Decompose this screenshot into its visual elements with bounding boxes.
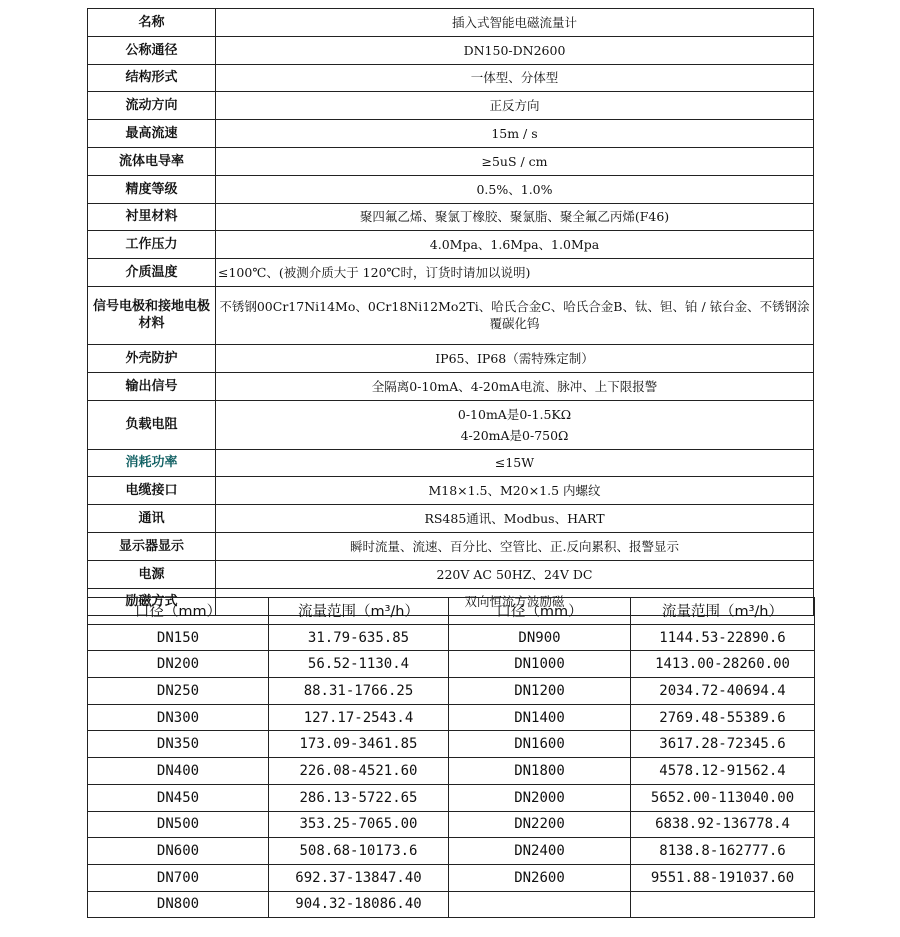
spec-label: 精度等级 — [88, 175, 216, 203]
spec-table — [87, 8, 814, 616]
spec-label: 输出信号 — [88, 372, 216, 400]
spec-row — [88, 400, 814, 449]
spec-value: 双向恒流方波励磁 — [216, 588, 814, 616]
flow-range-cell: 8138.8-162777.6 — [631, 838, 815, 865]
spec-label: 结构形式 — [88, 64, 216, 92]
spec-value: RS485通讯、Modbus、HART — [216, 505, 814, 533]
spec-row — [88, 36, 814, 64]
spec-value: 全隔离0-10mA、4-20mA电流、脉冲、上下限报警 — [216, 372, 814, 400]
flow-range-cell: 508.68-10173.6 — [269, 838, 449, 865]
spec-row — [88, 175, 814, 203]
spec-label: 显示器显示 — [88, 532, 216, 560]
table-row — [88, 891, 815, 918]
column-header: 口径（mm） — [449, 598, 631, 625]
spec-row — [88, 259, 814, 287]
diameter-cell: DN1000 — [449, 651, 631, 678]
spec-value — [216, 400, 814, 449]
flow-range-cell: 31.79-635.85 — [269, 624, 449, 651]
flow-range-cell: 226.08-4521.60 — [269, 758, 449, 785]
flow-range-cell: 2034.72-40694.4 — [631, 678, 815, 705]
flow-header-row — [88, 598, 815, 625]
table-row — [88, 704, 815, 731]
column-header: 流量范围（m³/h） — [631, 598, 815, 625]
flow-range-cell: 286.13-5722.65 — [269, 784, 449, 811]
spec-row — [88, 9, 814, 37]
spec-row — [88, 92, 814, 120]
spec-row — [88, 203, 814, 231]
flow-range-cell: 3617.28-72345.6 — [631, 731, 815, 758]
flow-range-cell: 56.52-1130.4 — [269, 651, 449, 678]
spec-row — [88, 231, 814, 259]
column-header: 口径（mm） — [88, 598, 269, 625]
spec-label: 名称 — [88, 9, 216, 37]
table-row — [88, 651, 815, 678]
spec-value: ≤100℃、(被测介质大于 120℃时，订货时请加以说明) — [216, 259, 814, 287]
flow-range-cell: 88.31-1766.25 — [269, 678, 449, 705]
spec-value: DN150-DN2600 — [216, 36, 814, 64]
diameter-cell: DN350 — [88, 731, 269, 758]
spec-label: 励磁方式 — [88, 588, 216, 616]
spec-label: 电源 — [88, 560, 216, 588]
diameter-cell: DN2200 — [449, 811, 631, 838]
diameter-cell: DN2600 — [449, 864, 631, 891]
spec-value: 0.5%、1.0% — [216, 175, 814, 203]
flow-range-cell: 1144.53-22890.6 — [631, 624, 815, 651]
table-row — [88, 838, 815, 865]
spec-label: 通讯 — [88, 505, 216, 533]
spec-row — [88, 344, 814, 372]
diameter-cell: DN2400 — [449, 838, 631, 865]
table-row — [88, 758, 815, 785]
spec-value: 15m / s — [216, 120, 814, 148]
spec-row — [88, 449, 814, 477]
spec-label: 流动方向 — [88, 92, 216, 120]
diameter-cell: DN450 — [88, 784, 269, 811]
diameter-cell: DN900 — [449, 624, 631, 651]
spec-value: 一体型、分体型 — [216, 64, 814, 92]
diameter-cell: DN150 — [88, 624, 269, 651]
spec-value: 聚四氟乙烯、聚氯丁橡胶、聚氯脂、聚全氟乙丙烯(F46) — [216, 203, 814, 231]
spec-row — [88, 120, 814, 148]
spec-value: 220V AC 50HZ、24V DC — [216, 560, 814, 588]
spec-label: 工作压力 — [88, 231, 216, 259]
diameter-cell: DN700 — [88, 864, 269, 891]
diameter-cell: DN1200 — [449, 678, 631, 705]
flow-range-cell: 4578.12-91562.4 — [631, 758, 815, 785]
flow-range-cell: 5652.00-113040.00 — [631, 784, 815, 811]
table-row — [88, 678, 815, 705]
spec-value: M18×1.5、M20×1.5 内螺纹 — [216, 477, 814, 505]
spec-value: 正反方向 — [216, 92, 814, 120]
flow-range-cell — [631, 891, 815, 918]
spec-value: 4.0Mpa、1.6Mpa、1.0Mpa — [216, 231, 814, 259]
diameter-cell: DN600 — [88, 838, 269, 865]
spec-value: 瞬时流量、流速、百分比、空管比、正.反向累积、报警显示 — [216, 532, 814, 560]
spec-value-line: 4-20mA是0-750Ω — [460, 427, 569, 443]
spec-value: 插入式智能电磁流量计 — [216, 9, 814, 37]
diameter-cell: DN200 — [88, 651, 269, 678]
diameter-cell: DN300 — [88, 704, 269, 731]
spec-label: 消耗功率 — [88, 449, 216, 477]
spec-value: ≤15W — [216, 449, 814, 477]
flow-range-cell: 173.09-3461.85 — [269, 731, 449, 758]
spec-row — [88, 560, 814, 588]
table-row — [88, 811, 815, 838]
spec-row — [88, 477, 814, 505]
spec-row — [88, 372, 814, 400]
spec-value: IP65、IP68（需特殊定制） — [216, 344, 814, 372]
diameter-cell: DN250 — [88, 678, 269, 705]
flow-range-cell: 692.37-13847.40 — [269, 864, 449, 891]
flow-range-cell: 904.32-18086.40 — [269, 891, 449, 918]
spec-row — [88, 147, 814, 175]
spec-row — [88, 505, 814, 533]
spec-label: 电缆接口 — [88, 477, 216, 505]
table-row — [88, 784, 815, 811]
diameter-cell: DN800 — [88, 891, 269, 918]
flow-range-cell: 353.25-7065.00 — [269, 811, 449, 838]
spec-label: 外壳防护 — [88, 344, 216, 372]
spec-label: 流体电导率 — [88, 147, 216, 175]
flow-range-cell: 127.17-2543.4 — [269, 704, 449, 731]
spec-value-line: 0-10mA是0-1.5KΩ — [457, 406, 572, 422]
diameter-cell: DN500 — [88, 811, 269, 838]
table-row — [88, 624, 815, 651]
spec-row — [88, 286, 814, 344]
diameter-cell: DN2000 — [449, 784, 631, 811]
flow-range-cell: 2769.48-55389.6 — [631, 704, 815, 731]
spec-label: 公称通径 — [88, 36, 216, 64]
table-row — [88, 864, 815, 891]
spec-value: 不锈钢00Cr17Ni14Mo、0Cr18Ni12Mo2Ti、哈氏合金C、哈氏合金B、钛、钽、铂 / 铱台金、不锈钢涂覆碳化钨 — [216, 286, 814, 344]
flow-range-table — [87, 597, 815, 918]
spec-label: 最高流速 — [88, 120, 216, 148]
diameter-cell: DN1600 — [449, 731, 631, 758]
flow-range-cell: 9551.88-191037.60 — [631, 864, 815, 891]
spec-row — [88, 532, 814, 560]
spec-row — [88, 64, 814, 92]
diameter-cell — [449, 891, 631, 918]
spec-value: ≥5uS / cm — [216, 147, 814, 175]
spec-label: 负载电阻 — [88, 400, 216, 449]
flow-range-cell: 1413.00-28260.00 — [631, 651, 815, 678]
diameter-cell: DN400 — [88, 758, 269, 785]
flow-range-cell: 6838.92-136778.4 — [631, 811, 815, 838]
spec-label: 衬里材料 — [88, 203, 216, 231]
diameter-cell: DN1800 — [449, 758, 631, 785]
spec-label: 信号电极和接地电极材料 — [88, 286, 216, 344]
column-header: 流量范围（m³/h） — [269, 598, 449, 625]
diameter-cell: DN1400 — [449, 704, 631, 731]
table-row — [88, 731, 815, 758]
spec-label: 介质温度 — [88, 259, 216, 287]
